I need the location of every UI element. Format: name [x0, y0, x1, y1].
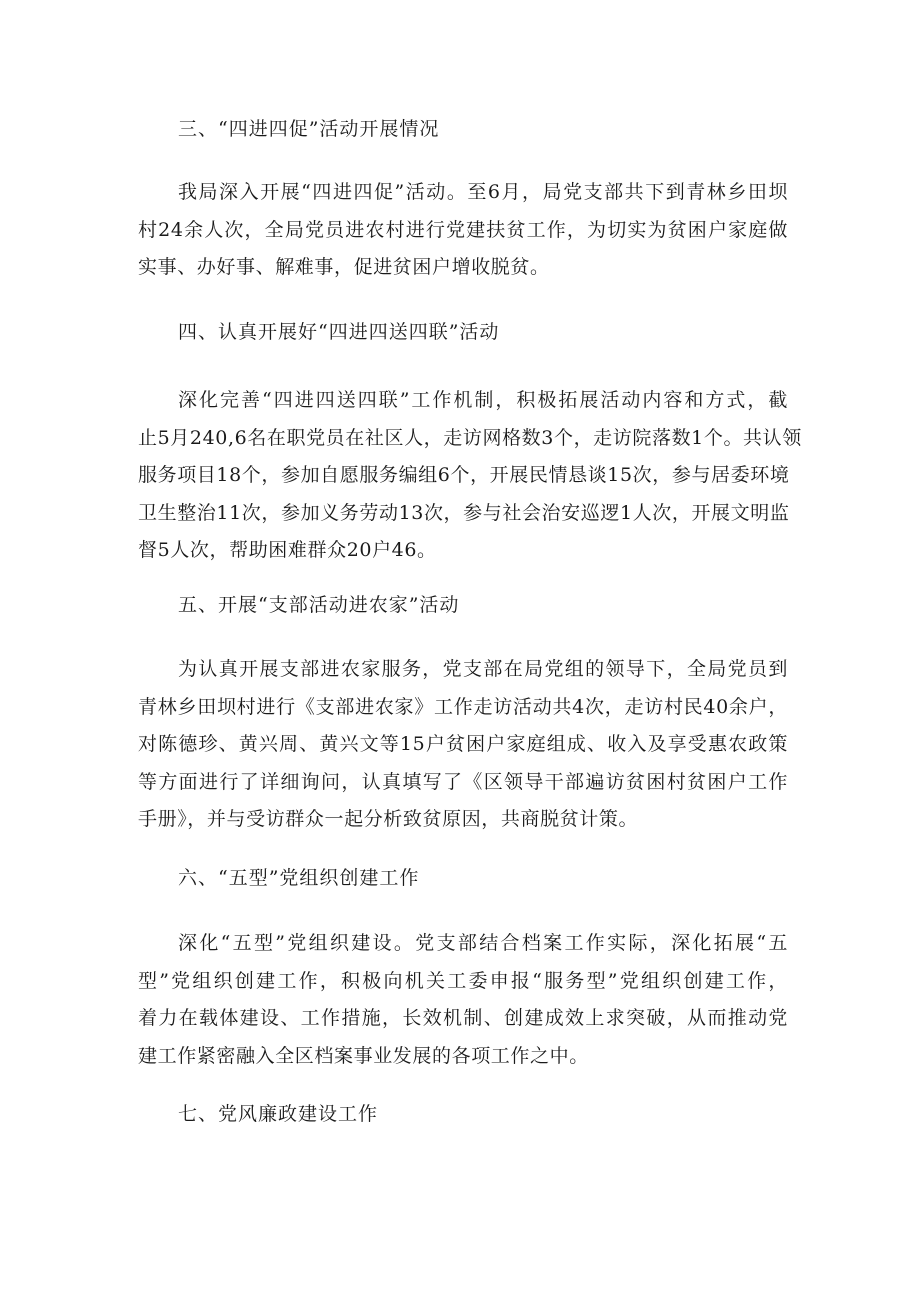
section-heading-3: 三、“四进四促”活动开展情况 — [178, 118, 440, 140]
paragraph-line: 对陈德珍、黄兴周、黄兴文等15户贫困户家庭组成、收入及享受惠农政策 — [138, 733, 788, 755]
paragraph-line: 等方面进行了详细询问，认真填写了《区领导干部遍访贫困村贫困户工作 — [138, 770, 788, 793]
section-paragraph-5 — [138, 651, 788, 839]
paragraph-line: 手册》，并与受访群众一起分析致贫原因，共商脱贫计策。 — [138, 808, 639, 830]
paragraph-line: 为认真开展支部进农家服务，党支部在局党组的领导下，全局党员到 — [178, 658, 788, 680]
section-heading-4: 四、认真开展好“四进四送四联”活动 — [178, 321, 500, 343]
section-paragraph-6 — [138, 925, 788, 1075]
paragraph-line: 着力在载体建设、工作措施，长效机制、创建成效上求突破，从而推动党 — [138, 1007, 788, 1029]
paragraph-line: 督5人次，帮助困难群众20户46。 — [138, 539, 437, 561]
paragraph-line: 青林乡田坝村进行《支部进农家》工作走访活动共4次，走访村民40余户， — [138, 695, 788, 718]
paragraph-line: 建工作紧密融入全区档案事业发展的各项工作之中。 — [138, 1044, 589, 1067]
section-heading-6: 六、“五型”党组织创建工作 — [178, 867, 420, 889]
paragraph-line: 止5月240,6名在职党员在社区人，走访网格数3个，走访院落数1个。共认领 — [138, 426, 802, 449]
paragraph-line: 型”党组织创建工作，积极向机关工委申报“服务型”党组织创建工作， — [138, 969, 788, 992]
paragraph-line: 我局深入开展“四进四促”活动。至6月，局党支部共下到青林乡田坝 — [178, 181, 788, 203]
section-heading-5: 五、开展“支部活动进农家”活动 — [178, 594, 460, 616]
paragraph-line: 卫生整治11次，参加义务劳动13次，参与社会治安巡逻1人次，开展文明监 — [138, 501, 790, 524]
section-heading-7: 七、党风廉政建设工作 — [178, 1103, 379, 1125]
paragraph-line: 服务项目18个，参加自愿服务编组6个，开展民情恳谈15次，参与居委环境 — [138, 464, 790, 486]
paragraph-line: 村24余人次，全局党员进农村进行党建扶贫工作，为切实为贫困户家庭做 — [138, 218, 788, 241]
paragraph-line: 深化完善“四进四送四联”工作机制，积极拓展活动内容和方式，截 — [178, 389, 788, 411]
section-paragraph-4 — [138, 382, 802, 570]
paragraph-line: 深化“五型”党组织建设。党支部结合档案工作实际，深化拓展“五 — [178, 932, 788, 954]
section-paragraph-3 — [138, 174, 788, 287]
paragraph-line: 实事、办好事、解难事，促进贫困户增收脱贫。 — [138, 256, 550, 278]
